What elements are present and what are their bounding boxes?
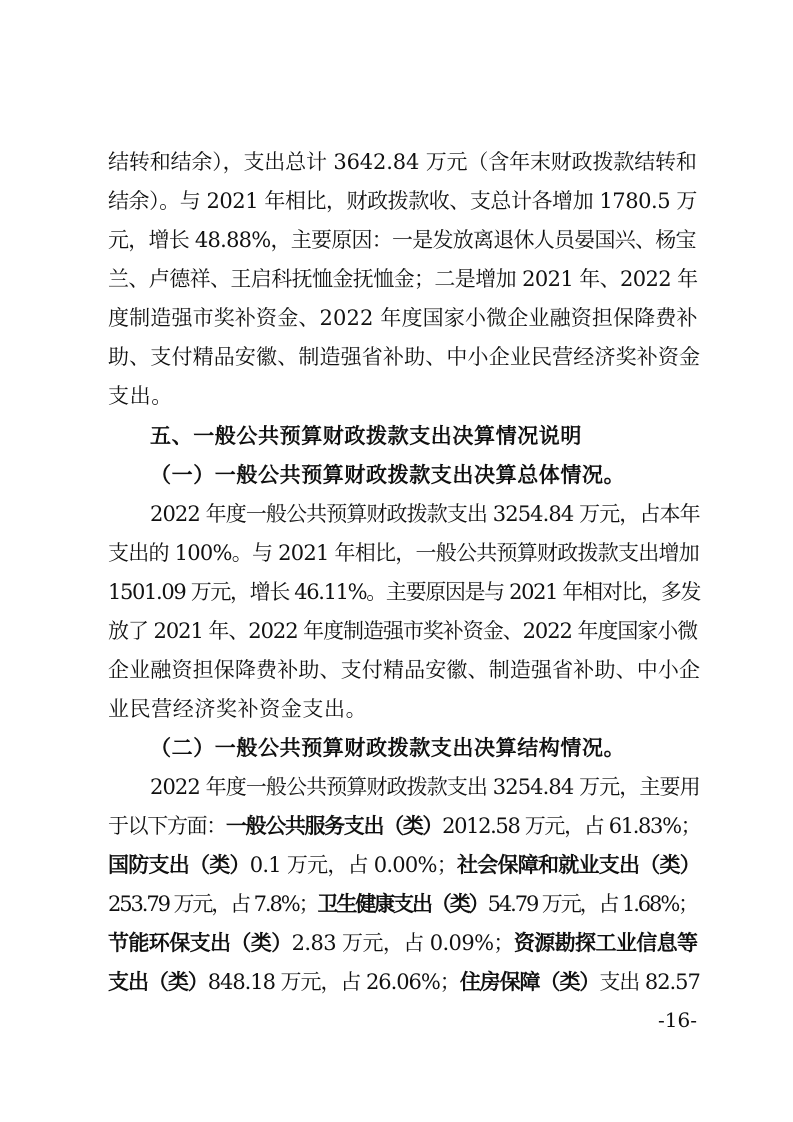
category-label: 卫生健康支出（类） (317, 892, 488, 916)
text-run: 于以下方面： (108, 814, 226, 838)
text-run: 848.18 万元，占 26.06%； (207, 970, 460, 994)
category-label: 一般公共服务支出（类） (225, 814, 443, 838)
category-label: 资源勘探工业信息等 (513, 931, 698, 955)
category-label: 国防支出（类） (108, 853, 250, 877)
text-run: 54.79 万元，占 1.68%； (487, 892, 698, 916)
paragraph-line: 助、支付精品安徽、制造强省补助、中小企业民营经济奖补资金 (108, 345, 701, 369)
page-number: -16- (658, 1008, 697, 1032)
text-run: 2012.58 万元，占 61.83%； (442, 814, 701, 838)
paragraph-line (108, 884, 698, 924)
paragraph-line (108, 806, 701, 846)
category-label: 住房保障（类） (459, 970, 600, 994)
paragraph-line: 结转和结余），支出总计 3642.84 万元（含年末财政拨款结转和 (108, 150, 697, 174)
text-run: 0.1 万元，占 0.00%； (249, 853, 457, 877)
paragraph-line (108, 923, 698, 963)
paragraph-line: 1501.09 万元，增长 46.11%。主要原因是与 2021 年相对比，多发 (108, 580, 701, 604)
text-run: 支出 82.57 (599, 970, 700, 994)
paragraph-line: 放了 2021 年、2022 年度制造强市奖补资金、2022 年度国家小微 (108, 619, 698, 643)
paragraph-line: 支出。 (108, 384, 173, 408)
paragraph-line: 业民营经济奖补资金支出。 (108, 697, 368, 721)
text-run: 253.79 万元，占 7.8%； (108, 892, 318, 916)
category-label: 节能环保支出（类） (108, 931, 292, 955)
category-label: 支出（类） (108, 970, 208, 994)
section-heading: 五、一般公共预算财政拨款支出决算情况说明 (150, 424, 582, 448)
paragraph-line: 企业融资担保降费补助、支付精品安徽、制造强省补助、中小企 (108, 658, 701, 682)
paragraph-line: 度制造强市奖补资金、2022 年度国家小微企业融资担保降费补 (108, 306, 698, 330)
category-label: 社会保障和就业支出（类） (456, 853, 700, 877)
paragraph-line: 2022 年度一般公共预算财政拨款支出 3254.84 万元，占本年 (150, 502, 700, 526)
paragraph-line: 支出的 100%。与 2021 年相比，一般公共预算财政拨款支出增加 (108, 541, 700, 565)
paragraph-line (108, 845, 700, 885)
paragraph-line (108, 962, 700, 1002)
paragraph-line: 结余）。与 2021 年相比，财政拨款收、支总计各增加 1780.5 万 (108, 189, 697, 213)
paragraph-line: 2022 年度一般公共预算财政拨款支出 3254.84 万元，主要用 (150, 775, 700, 799)
text-run: 2.83 万元，占 0.09%； (291, 931, 514, 955)
paragraph-line: 兰、卢德祥、王启科抚恤金抚恤金；二是增加 2021 年、2022 年 (108, 267, 698, 291)
subsection-heading: （一）一般公共预算财政拨款支出决算总体情况。 (150, 463, 626, 487)
paragraph-line: 元，增长 48.88%，主要原因：一是发放离退休人员晏国兴、杨宝 (108, 228, 696, 252)
subsection-heading: （二）一般公共预算财政拨款支出决算结构情况。 (150, 736, 626, 760)
